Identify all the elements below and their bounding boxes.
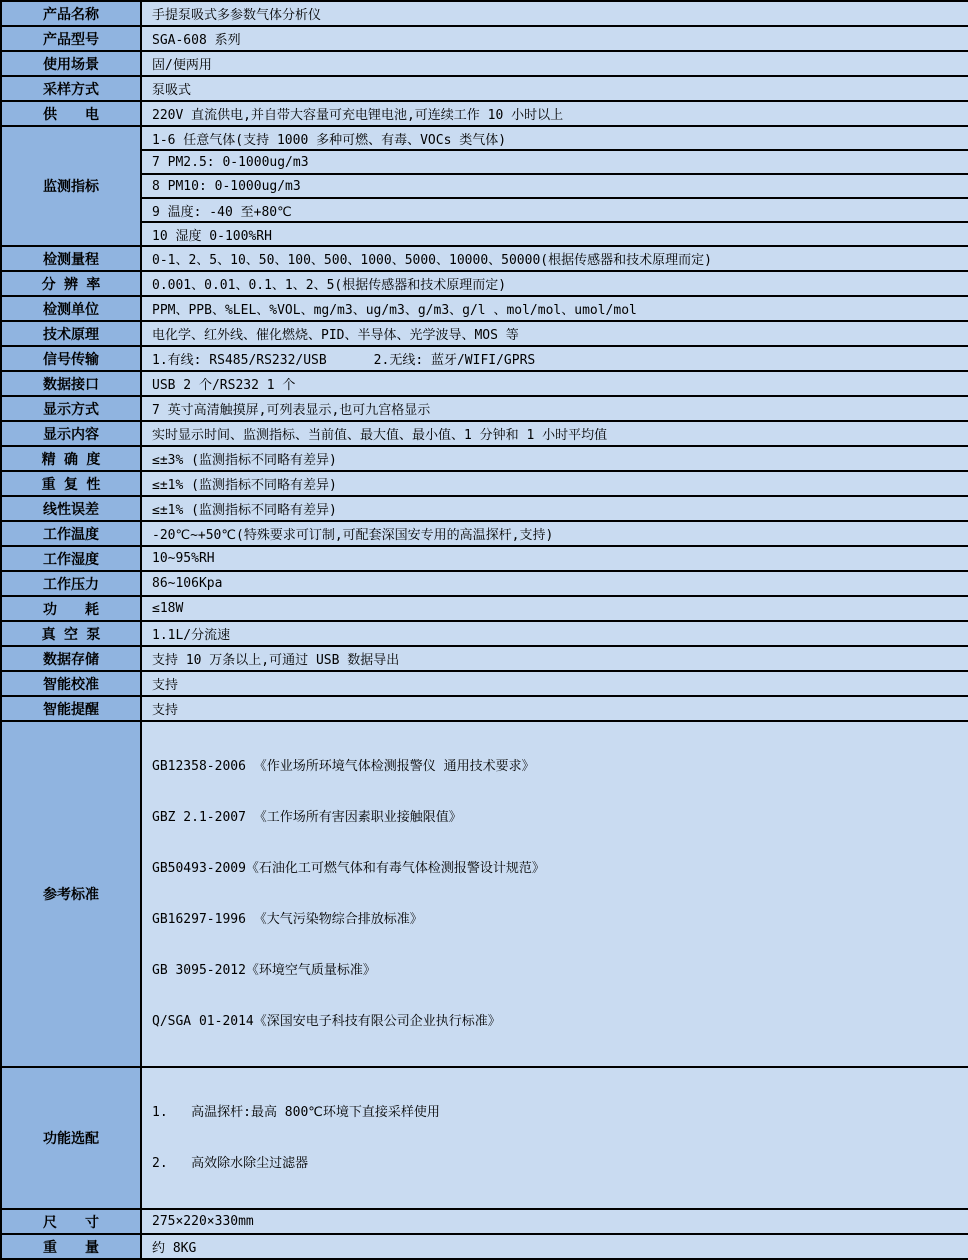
row-value: ≤±1% (监测指标不同略有差异) (141, 471, 968, 496)
table-row (1, 446, 968, 471)
value-line: GB16297-1996 《大气污染物综合排放标准》 (152, 912, 423, 927)
row-label: 数据存储 (1, 646, 141, 671)
value-line: GB50493-2009《石油化工可燃气体和有毒气体检测报警设计规范》 (152, 861, 545, 876)
row-label: 重 复 性 (1, 471, 141, 496)
value-line: 2. 高效除水除尘过滤器 (152, 1156, 309, 1171)
row-label: 线性误差 (1, 496, 141, 521)
row-value: PPM、PPB、%LEL、%VOL、mg/m3、ug/m3、g/m3、g/l 、mol/mol、umol/mol (141, 296, 968, 321)
row-value: 0.001、0.01、0.1、1、2、5(根据传感器和技术原理而定) (141, 271, 968, 296)
table-row (1, 76, 968, 101)
row-value: 电化学、红外线、催化燃烧、PID、半导体、光学波导、MOS 等 (141, 321, 968, 346)
row-value: 1.有线: RS485/RS232/USB 2.无线: 蓝牙/WIFI/GPRS (141, 346, 968, 371)
value-line: GBZ 2.1-2007 《工作场所有害因素职业接触限值》 (152, 810, 462, 825)
row-value: 86~106Kpa (141, 571, 968, 596)
row-value (141, 721, 968, 1067)
table-row (1, 521, 968, 546)
table-row (1, 371, 968, 396)
row-value: 7 英寸高清触摸屏,可列表显示,也可九宫格显示 (141, 396, 968, 421)
row-value: ≤±3% (监测指标不同略有差异) (141, 446, 968, 471)
row-value: 275×220×330mm (141, 1209, 968, 1234)
row-value: 1.1L/分流速 (141, 621, 968, 646)
table-row (1, 621, 968, 646)
table-row (1, 222, 968, 246)
table-row (1, 696, 968, 721)
row-label: 精 确 度 (1, 446, 141, 471)
row-value: 220V 直流供电,并自带大容量可充电锂电池,可连续工作 10 小时以上 (141, 101, 968, 126)
row-label: 参考标准 (1, 721, 141, 1067)
table-row (1, 174, 968, 198)
row-value: 8 PM10: 0-1000ug/m3 (141, 174, 968, 198)
row-label: 使用场景 (1, 51, 141, 76)
row-label: 信号传输 (1, 346, 141, 371)
table-row (1, 721, 968, 1067)
row-value: 支持 (141, 696, 968, 721)
table-row (1, 1, 968, 26)
table-row (1, 596, 968, 621)
row-value (141, 1067, 968, 1209)
row-value: 实时显示时间、监测指标、当前值、最大值、最小值、1 分钟和 1 小时平均值 (141, 421, 968, 446)
table-row (1, 496, 968, 521)
row-value: 10 湿度 0-100%RH (141, 222, 968, 246)
table-row (1, 1209, 968, 1234)
table-row (1, 51, 968, 76)
row-label: 工作湿度 (1, 546, 141, 571)
table-row (1, 646, 968, 671)
row-value: 0-1、2、5、10、50、100、500、1000、5000、10000、50000(根据传感器和技术原理而定) (141, 246, 968, 271)
table-row (1, 1234, 968, 1259)
table-row (1, 321, 968, 346)
row-label: 显示内容 (1, 421, 141, 446)
row-value: 支持 (141, 671, 968, 696)
table-row (1, 471, 968, 496)
row-label: 功 耗 (1, 596, 141, 621)
row-label: 检测单位 (1, 296, 141, 321)
row-label: 重 量 (1, 1234, 141, 1259)
row-label: 产品型号 (1, 26, 141, 51)
table-row (1, 101, 968, 126)
table-row (1, 150, 968, 174)
row-label: 产品名称 (1, 1, 141, 26)
table-row (1, 198, 968, 222)
row-label: 技术原理 (1, 321, 141, 346)
value-line: Q/SGA 01-2014《深国安电子科技有限公司企业执行标准》 (152, 1014, 501, 1029)
table-row (1, 26, 968, 51)
row-value: USB 2 个/RS232 1 个 (141, 371, 968, 396)
row-label: 智能校准 (1, 671, 141, 696)
row-label: 尺 寸 (1, 1209, 141, 1234)
row-value: ≤±1% (监测指标不同略有差异) (141, 496, 968, 521)
row-label: 智能提醒 (1, 696, 141, 721)
table-row (1, 671, 968, 696)
row-label: 供 电 (1, 101, 141, 126)
row-value: 手提泵吸式多参数气体分析仪 (141, 1, 968, 26)
row-label: 功能选配 (1, 1067, 141, 1209)
table-row (1, 396, 968, 421)
row-value: SGA-608 系列 (141, 26, 968, 51)
row-value: -20℃~+50℃(特殊要求可订制,可配套深国安专用的高温探杆,支持) (141, 521, 968, 546)
table-row (1, 271, 968, 296)
table-row (1, 346, 968, 371)
row-label: 显示方式 (1, 396, 141, 421)
value-line: GB12358-2006 《作业场所环境气体检测报警仪 通用技术要求》 (152, 759, 535, 774)
row-value: 9 温度: -40 至+80℃ (141, 198, 968, 222)
row-value: 7 PM2.5: 0-1000ug/m3 (141, 150, 968, 174)
value-line: 1. 高温探杆:最高 800℃环境下直接采样使用 (152, 1105, 440, 1120)
table-row (1, 546, 968, 571)
table-row (1, 126, 968, 150)
table-row (1, 1067, 968, 1209)
table-row (1, 246, 968, 271)
row-value: 泵吸式 (141, 76, 968, 101)
row-value: ≤18W (141, 596, 968, 621)
row-label: 检测量程 (1, 246, 141, 271)
row-label: 采样方式 (1, 76, 141, 101)
row-label: 真 空 泵 (1, 621, 141, 646)
row-value: 支持 10 万条以上,可通过 USB 数据导出 (141, 646, 968, 671)
row-label: 工作温度 (1, 521, 141, 546)
row-label: 工作压力 (1, 571, 141, 596)
value-line: GB 3095-2012《环境空气质量标准》 (152, 963, 376, 978)
row-value: 1-6 任意气体(支持 1000 多种可燃、有毒、VOCs 类气体) (141, 126, 968, 150)
row-label: 数据接口 (1, 371, 141, 396)
row-value: 10~95%RH (141, 546, 968, 571)
table-row (1, 421, 968, 446)
row-value: 固/便两用 (141, 51, 968, 76)
row-label: 监测指标 (1, 126, 141, 246)
table-row (1, 296, 968, 321)
row-value: 约 8KG (141, 1234, 968, 1259)
row-label: 分 辨 率 (1, 271, 141, 296)
table-row (1, 571, 968, 596)
